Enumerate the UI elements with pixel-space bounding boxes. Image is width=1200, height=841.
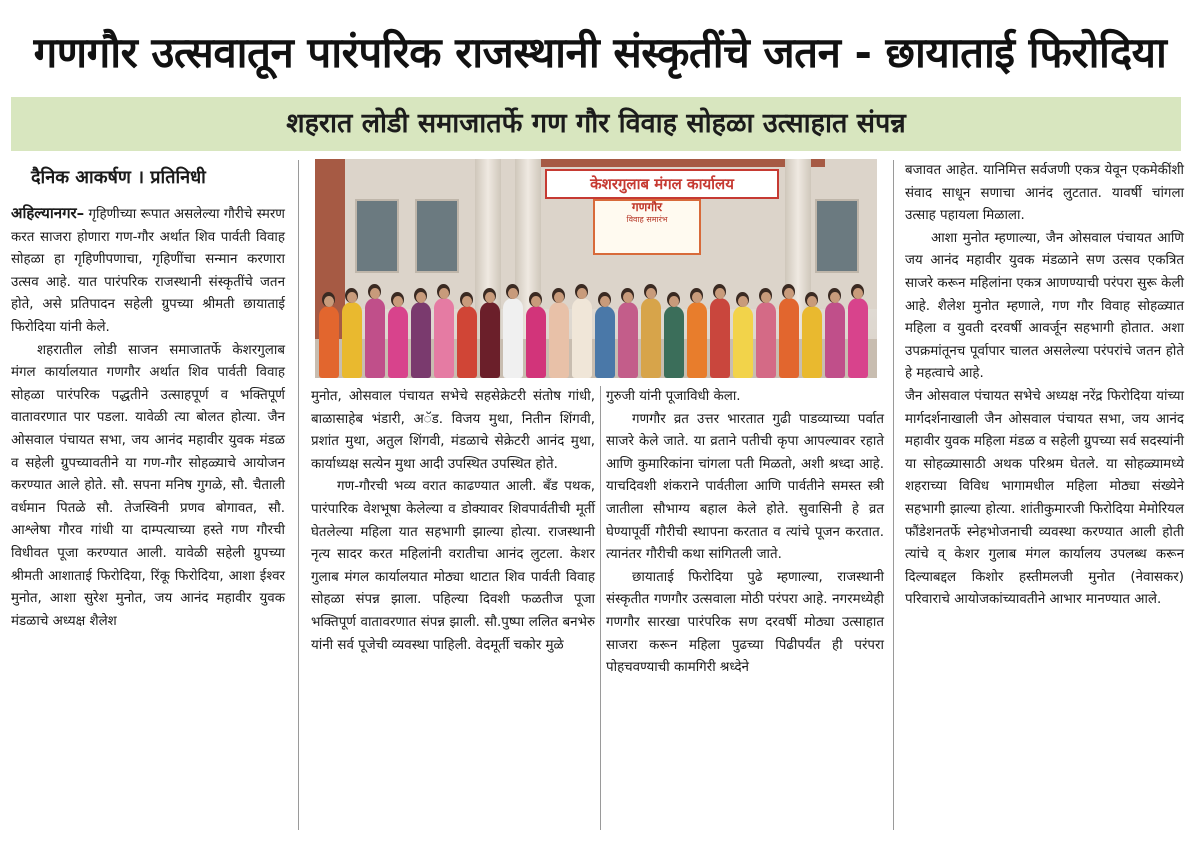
photo-person-face (485, 292, 495, 303)
photo-person-face (577, 288, 587, 299)
photo-person-face (761, 292, 771, 303)
photo-person-face (508, 288, 518, 299)
dateline-place: अहिल्यानगर– (11, 204, 85, 222)
photo-person-face (830, 292, 840, 303)
photo-person-face (692, 292, 702, 303)
event-photo (315, 159, 877, 378)
photo-person (388, 306, 408, 378)
column-divider (298, 160, 299, 830)
photo-person-face (370, 288, 380, 299)
photo-person (457, 306, 477, 378)
photo-person (664, 306, 684, 378)
photo-person (595, 306, 615, 378)
photo-person (779, 298, 799, 378)
column-1-para-2: शहरातील लोडी साजन समाजातर्फे केशरगुलाब मंगल कार्यालयात गणगौर अर्थात शिव पार्वती विवाह सोहळा पारंपरिक पद्धतीने उत्साहपूर्ण व भक्तिपूर्ण वातावरणात पार पडला. यावेळी त्या बोलत होत्या. जैन ओसवाल पंचायत सभा, जय आनंद महावीर युवक मंडळ व सहेली ग्रुपच्यावतीने या गण-गौर सोहळ्याचे आयोजन करण्यात आले होते. सौ. सपना मनिष गुगळे, सौ. चैताली वर्धमान पितळे सौ. तेजस्विनी प्रणव बोगावत, सौ. आश्लेषा गौरव गांधी या दाम्पत्याच्या हस्ते गण गौरची विधीवत पूजा करण्यात आली. यावेळी सहेली ग्रुपच्या श्रीमती आशाताई फिरोदिया, रिंकू फिरोदिया, आशा ईश्वर मुनोत, आशा सुरेश मुनोत, जय आनंद महावीर युवक मंडळाचे अध्यक्ष शैलेश (11, 342, 285, 629)
photo-banner (593, 199, 701, 255)
column-1-para-1-text: गृहिणीच्या रूपात असलेल्या गौरीचे स्मरण करत साजरा होणारा गण-गौर अर्थात शिव पार्वती विवाह सोहळा हा गृहिणीपणाचा, गृहिणींचा सन्मान करणारा उत्सव आहे. यात पारंपरिक राजस्थानी संस्कृतींचे जतन होते, असे प्रतिपादन सहेली ग्रुपच्या श्रीमती छायाताई फिरोदिया यांनी केले. (11, 207, 285, 335)
photo-person-face (439, 288, 449, 299)
photo-person-face (554, 292, 564, 303)
photo-person-face (416, 292, 426, 303)
photo-person (526, 306, 546, 378)
column-3 (606, 386, 884, 680)
column-1 (11, 160, 285, 633)
subheadline: शहरात लोडी समाजातर्फे गण गौर विवाह सोहळा उत्साहात संपन्न (11, 97, 1181, 151)
photo-person-face (623, 292, 633, 303)
column-divider (600, 386, 601, 830)
photo-person (572, 298, 592, 378)
photo-person (549, 302, 569, 378)
photo-person-face (462, 296, 472, 307)
byline: दैनिक आकर्षण । प्रतिनिधी (31, 167, 206, 188)
photo-person (756, 302, 776, 378)
column-2-para-1: मुनोत, ओसवाल पंचायत सभेचे सहसेक्रेटरी संतोष गांधी, बाळासाहेब भंडारी, अॅड. विजय मुथा, नितीन शिंगवी, प्रशांत मुथा, अतुल शिंगवी, मंडळाचे सेक्रेटरी आनंद मुथा, कार्याध्यक्ष सत्येन मुथा आदी उपस्थित उपस्थित होते. (311, 389, 595, 472)
photo-person (434, 298, 454, 378)
column-3-para-1: गुरुजी यांनी पूजाविधी केला. (606, 389, 741, 404)
photo-window (355, 199, 399, 273)
headline: गणगौर उत्सवातून पारंपरिक राजस्थानी संस्कृतींचे जतन - छायाताई फिरोदिया (33, 28, 1167, 77)
column-2-para-2: गण-गौरची भव्य वरात काढण्यात आली. बँड पथक, पारंपारिक वेशभूषा केलेल्या व डोक्यावर शिवपार्वतीची मूर्ती घेतलेल्या महिला यात सहभागी झाल्या होत्या. राजस्थानी नृत्य सादर करत महिलांनी वरातीचा आनंद लुटला. केशर गुलाब मंगल कार्यालयात मोठ्या थाटात शिव पार्वती विवाह सोहळा संपन्न झाला. पहिल्या दिवशी फळतीज पूजा भक्तिपूर्ण वातावरणात संपन्न झाली. सौ.पुष्पा ललित बनभेरु यांनी सर्व पूजेची व्यवस्था पाहिली. वेदमूर्ती चकोर मुळे (311, 479, 595, 653)
photo-person (710, 298, 730, 378)
photo-person (342, 302, 362, 378)
column-4 (905, 160, 1184, 612)
photo-person-face (807, 296, 817, 307)
photo-person (848, 298, 868, 378)
column-3-para-2: गणगौर व्रत उत्तर भारतात गुढी पाडव्याच्या पर्वात साजरे केले जाते. या व्रताने पतीची कृपा आपल्यावर रहाते आणि कुमारिकांना चांगला पती मिळतो, अशी श्रध्दा आहे. याचदिवशी शंकराने पार्वतीला आणि पार्वतीने समस्त स्त्री जातीला सौभाग्य बहाल केले होते. सुवासिनी हे व्रत घेण्यापूर्वी गौरीची स्थापना करतात व त्यांचे पूजन करतात. त्यानंतर गौरीची कथा सांगितली जाते. (606, 411, 884, 563)
photo-person-face (646, 288, 656, 299)
column-4-para-1: बजावत आहेत. यानिमित्त सर्वजणी एकत्र येवून एकमेकींशी संवाद साधून सणाचा आनंद लुटतात. यावर्षी चांगला उत्साह पहायला मिळाला. (905, 163, 1184, 224)
photo-banner-subtitle: विवाह समारंभ (626, 215, 668, 224)
photo-window (415, 199, 459, 273)
photo-person-face (393, 296, 403, 307)
photo-person-face (324, 296, 334, 307)
column-4-para-2: आशा मुनोत म्हणाल्या, जैन ओसवाल पंचायत आणि जय आनंद महावीर युवक मंडळाने सण उत्सव एकत्रित साजरे करून महिलांना एकत्र आणण्याची परंपरा सुरू केली आहे. शैलेश मुनोत म्हणाले, गण गौर विवाह सोहळ्यात महिला व युवती दरवर्षी आवर्जून सहभागी होतात. अशा उपक्रमांतूनच पूर्वापार चालत असलेल्या परंपरांचे जतन होते हे महत्वाचे आहे. (905, 230, 1184, 382)
photo-person-face (600, 296, 610, 307)
column-1-para-1 (11, 202, 285, 340)
photo-person (503, 298, 523, 378)
photo-person-face (784, 288, 794, 299)
photo-person-face (715, 288, 725, 299)
photo-person (802, 306, 822, 378)
photo-person (618, 302, 638, 378)
column-divider (893, 160, 894, 830)
column-4-para-3: जैन ओसवाल पंचायत सभेचे अध्यक्ष नरेंद्र फिरोदिया यांच्या मार्गदर्शनाखाली जैन ओसवाल पंचायत सभा, जय आनंद महावीर युवक महिला मंडळ व सहेली ग्रुपच्या सर्व सदस्यांनी या सोहळ्यासाठी अथक परिश्रम घेतले. या सोहळ्यामध्ये शहराच्या विविध भागामधील महिला मोठ्या संख्येने सहभागी झाल्या होत्या. शांतीकुमारजी फिरोदिया मेमोरियल फौंडेशनतर्फे स्नेहभोजनाची व्यवस्था करण्यात आली होती त्यांचे व् केशर गुलाब मंगल कार्यालय उपलब्ध करून दिल्याबद्दल किशोर हस्तीमलजी मुनोत (नेवासकर) परिवाराचे आयोजकांच्यावतीने आभार मानण्यात आले. (905, 388, 1184, 608)
photo-person (365, 298, 385, 378)
column-2 (311, 386, 595, 657)
photo-person (825, 302, 845, 378)
photo-person (319, 306, 339, 378)
photo-person (641, 298, 661, 378)
photo-person-face (347, 292, 357, 303)
column-3-para-3: छायाताई फिरोदिया पुढे म्हणाल्या, राजस्थानी संस्कृतीत गणगौर उत्सवाला मोठी परंपरा आहे. नगरमध्येही गणगौर सारखा पारंपरिक सण दरवर्षी मोठ्या उत्साहात साजरा करून महिला पुढच्या पिढीपर्यंत ही परंपरा पोहचवण्याची कामगिरी श्रध्देने (606, 569, 884, 676)
photo-banner-title: गणगौर (631, 200, 663, 214)
photo-person (733, 306, 753, 378)
photo-roof-band (525, 159, 825, 167)
photo-hall-sign: केशरगुलाब मंगल कार्यालय (545, 169, 779, 199)
photo-window (815, 199, 859, 273)
photo-person-face (738, 296, 748, 307)
photo-person-face (531, 296, 541, 307)
photo-person-face (853, 288, 863, 299)
photo-person-face (669, 296, 679, 307)
photo-person (480, 302, 500, 378)
photo-person (687, 302, 707, 378)
photo-person (411, 302, 431, 378)
